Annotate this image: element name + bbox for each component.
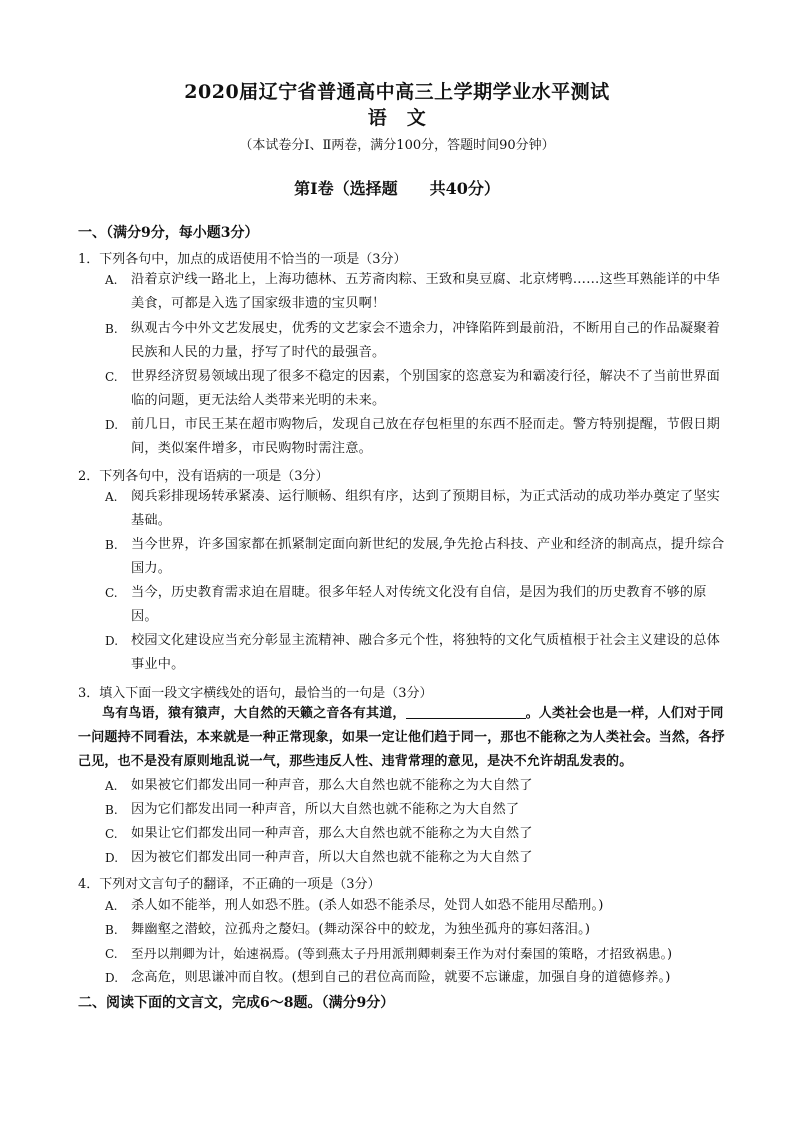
option-text: 因为它们都发出同一种声音，所以大自然也就不能称之为大自然了 — [131, 802, 520, 817]
option-text: 沿着京沪线一路北上，上海功德林、五芳斋肉粽、王致和臭豆腐、北京烤鸭……这些耳熟能详的中华美食，可都是入选了国家级非遗的宝贝啊！ — [131, 272, 721, 311]
option-letter: B. — [105, 322, 118, 336]
option-letter: D. — [105, 418, 119, 432]
option-letter: D. — [105, 634, 119, 648]
exam-title: 2020届辽宁省普通高中高三上学期学业水平测试 — [184, 81, 610, 103]
exam-note: （本试卷分Ⅰ、Ⅱ两卷，满分100分，答题时间90分钟） — [239, 138, 555, 153]
question-3-option-d[interactable] — [105, 846, 730, 870]
option-letter: C. — [105, 827, 118, 841]
question-4-option-c[interactable] — [105, 942, 755, 966]
option-letter: D. — [105, 971, 119, 985]
option-letter: C. — [105, 370, 118, 384]
option-text: 念高危，则思谦冲而自牧。(想到自己的君位高而险，就要不忘谦虚，加强自身的道德修养。) — [131, 970, 671, 985]
question-3-passage — [78, 702, 728, 774]
option-letter: B. — [105, 923, 118, 937]
option-text: 杀人如不能举，刑人如恐不胜。(杀人如恐不能杀尽，处罚人如恐不能用尽酷刑。) — [131, 898, 604, 913]
question-1-option-a[interactable] — [105, 268, 730, 316]
passage-before-blank: 鸟有鸟语，猿有猿声，大自然的天籁之音各有其道， — [102, 706, 406, 721]
option-text: 如果被它们都发出同一种声音，那么大自然也就不能称之为大自然了 — [131, 778, 533, 793]
question-2-stem: 2．下列各句中，没有语病的一项是（3分） — [78, 469, 329, 484]
question-1-option-c[interactable] — [105, 365, 730, 413]
question-3-option-b[interactable] — [105, 798, 730, 822]
question-3-option-a[interactable] — [105, 774, 730, 798]
option-letter: B. — [105, 803, 118, 817]
option-text: 世界经济贸易领域出现了很多不稳定的因素，个别国家的恣意妄为和霸凌行径，解决不了当前世界面临的问题，更无法给人类带来光明的未来。 — [131, 369, 721, 408]
option-text: 至丹以荆卿为计，始速祸焉。(等到燕太子丹用派荆卿刺秦王作为对付秦国的策略，才招致祸患。) — [131, 946, 673, 961]
option-letter: C. — [105, 947, 118, 961]
subject-title: 语 文 — [367, 107, 427, 129]
question-4-option-d[interactable] — [105, 966, 730, 990]
question-3-option-c[interactable] — [105, 822, 730, 846]
question-1-option-b[interactable] — [105, 317, 730, 365]
question-2-option-d[interactable] — [105, 629, 730, 677]
question-1-option-d[interactable] — [105, 413, 730, 461]
option-letter: A. — [105, 779, 118, 793]
passage-after-blank: 。人类社会也是一样，人们对于同一问题持不同看法，本来就是一种正常现象，如果一定让他们趋于同一，那也不能称之为人类社会。当然，各抒己见，也不是没有原则地乱说一气，那些违反人性、违背常理的意见，是决不允许胡乱发表的。 — [78, 706, 725, 769]
question-2-option-c[interactable] — [105, 581, 730, 629]
question-4-option-b[interactable] — [105, 918, 730, 942]
option-letter: A. — [105, 899, 118, 913]
fill-in-blank[interactable] — [406, 704, 526, 719]
option-text: 阅兵彩排现场转承紧凑、运行顺畅、组织有序，达到了预期目标，为正式活动的成功举办奠定了坚实基础。 — [131, 489, 721, 528]
question-4-stem: 4．下列对文言句子的翻译，不正确的一项是（3分） — [78, 877, 381, 892]
option-text: 因为被它们都发出同一种声音，所以大自然也就不能称之为大自然了 — [131, 850, 533, 865]
question-2-option-b[interactable] — [105, 533, 730, 581]
option-letter: C. — [105, 586, 118, 600]
option-text: 舞幽壑之潜蛟，泣孤舟之嫠妇。(舞动深谷中的蛟龙，为独坐孤舟的寡妇落泪。) — [131, 922, 591, 937]
section1-heading: 一、（满分9分，每小题3分） — [78, 225, 259, 241]
option-letter: D. — [105, 851, 119, 865]
section2-heading: 二、阅读下面的文言文，完成6～8题。（满分9分） — [78, 995, 395, 1011]
question-4-option-a[interactable] — [105, 894, 730, 918]
option-letter: A. — [105, 490, 118, 504]
option-text: 前几日，市民王某在超市购物后，发现自己放在存包柜里的东西不胫而走。警方特别提醒，节假日期间，类似案件增多，市民购物时需注意。 — [131, 417, 721, 456]
question-3-stem: 3．填入下面一段文字横线处的语句，最恰当的一句是（3分） — [78, 686, 433, 701]
option-letter: A. — [105, 273, 118, 287]
option-text: 如果让它们都发出同一种声音，那么大自然也就不能称之为大自然了 — [131, 826, 533, 841]
question-2-option-a[interactable] — [105, 485, 730, 533]
option-text: 当今世界，许多国家都在抓紧制定面向新世纪的发展,争先抢占科技、产业和经济的制高点，提升综合国力。 — [131, 537, 725, 576]
part1-title: 第Ⅰ卷（选择题 共40分） — [294, 179, 500, 198]
option-text: 校园文化建设应当充分彰显主流精神、融合多元个性，将独特的文化气质植根于社会主义建设的总体事业中。 — [131, 633, 721, 672]
question-1-stem: 1．下列各句中，加点的成语使用不恰当的一项是（3分） — [78, 252, 407, 267]
option-text: 当今，历史教育需求迫在眉睫。很多年轻人对传统文化没有自信，是因为我们的历史教育不够的原因。 — [131, 585, 707, 624]
option-letter: B. — [105, 538, 118, 552]
option-text: 纵观古今中外文艺发展史，优秀的文艺家会不遗余力，冲锋陷阵到最前沿，不断用自己的作品凝聚着民族和人民的力量，抒写了时代的最强音。 — [131, 321, 721, 360]
